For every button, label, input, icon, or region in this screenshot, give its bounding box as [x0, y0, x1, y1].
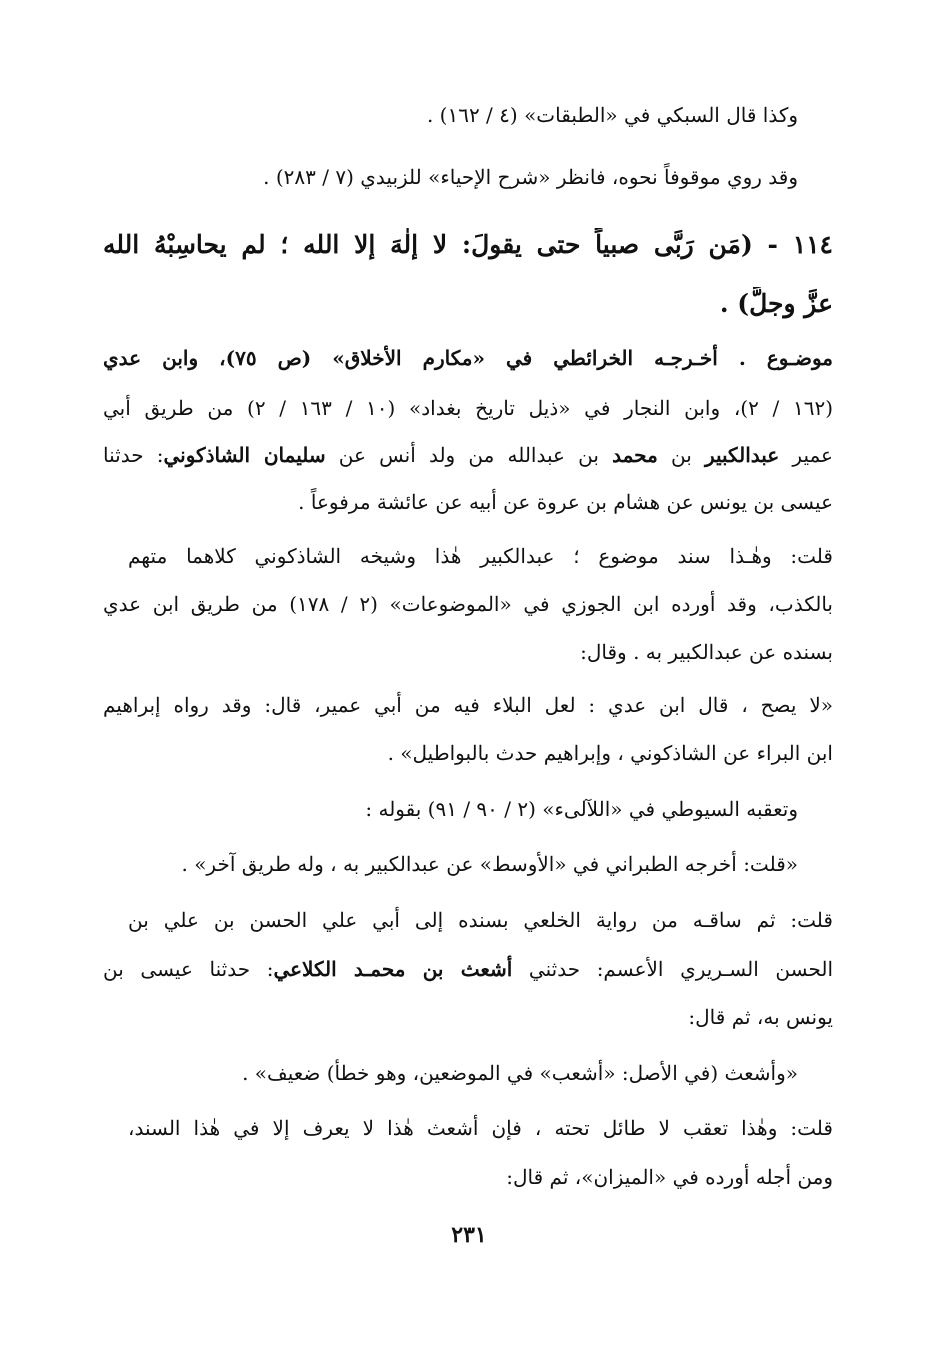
- text-line: الحسن السـريري الأعسم: حدثني أشعث بن محمـد الكلاعي: حدثنا عيسى بن: [103, 957, 833, 981]
- text-line: (١٦٢ / ٢)، وابن النجار في «ذيل تاريخ بغداد» (١٠ / ١٦٣ / ٢) من طريق أبي: [103, 396, 833, 420]
- text-line: بالكذب، وقد أورده ابن الجوزي في «الموضوعات» (٢ / ١٧٨) من طريق ابن عدي: [103, 592, 833, 616]
- quote-line: ابن البراء عن الشاذكوني ، وإبراهيم حدث بالبواطيل» .: [387, 741, 833, 765]
- text-line: عيسى بن يونس عن هشام بن عروة عن أبيه عن عائشة مرفوعاً .: [298, 490, 833, 514]
- quote-line: «قلت: أخرجه الطبراني في «الأوسط» عن عبدالكبير به ، وله طريق آخر» .: [181, 852, 798, 876]
- text-line: قلت: وهٰـذا سند موضوع ؛ عبدالكبير هٰذا وشيخه الشاذكوني كلاهما متهم: [128, 544, 833, 568]
- text-line: قلت: وهٰذا تعقب لا طائل تحته ، فإن أشعث هٰذا لا يعرف إلا في هٰذا السند،: [128, 1116, 833, 1140]
- page-number: ٢٣١: [451, 1222, 487, 1248]
- hadith-heading: عزَّ وجلَّ) .: [719, 289, 833, 318]
- text-line: وقد روي موقوفاً نحوه، فانظر «شرح الإحياء» للزبيدي (٧ / ٢٨٣) .: [263, 165, 798, 189]
- quote-line: «وأشعث (في الأصل: «أشعب» في الموضعين، وهو خطأ) ضعيف» .: [242, 1061, 798, 1085]
- text-line: وتعقبه السيوطي في «اللآلىء» (٢ / ٩٠ / ٩١) بقوله :: [365, 797, 798, 821]
- text-line: بسنده عن عبدالكبير به . وقال:: [580, 640, 833, 664]
- text-line: يونس به، ثم قال:: [688, 1005, 833, 1029]
- text-line: موضـوع . أخـرجـه الخرائطي في «مكارم الأخلاق» (ص ٧٥)، وابن عدي: [103, 346, 833, 370]
- text-line: ومن أجله أورده في «الميزان»، ثم قال:: [506, 1165, 833, 1189]
- text-line: قلت: ثم ساقـه من رواية الخلعي بسنده إلى أبي علي الحسن بن علي بن: [128, 908, 833, 932]
- quote-line: «لا يصح ، قال ابن عدي : لعل البلاء فيه من أبي عمير، قال: وقد رواه إبراهيم: [103, 693, 833, 717]
- text-line: وكذا قال السبكي في «الطبقات» (٤ / ١٦٢) .: [426, 103, 798, 127]
- text-line: عمير عبدالكبير بن محمد بن عبدالله من ولد أنس عن سليمان الشاذكوني: حدثنا: [103, 443, 833, 467]
- hadith-heading: ١١٤ - (مَن رَبَّى صبياً حتى يقولَ: لا إلٰهَ إلا الله ؛ لم يحاسِبْهُ الله: [103, 230, 833, 259]
